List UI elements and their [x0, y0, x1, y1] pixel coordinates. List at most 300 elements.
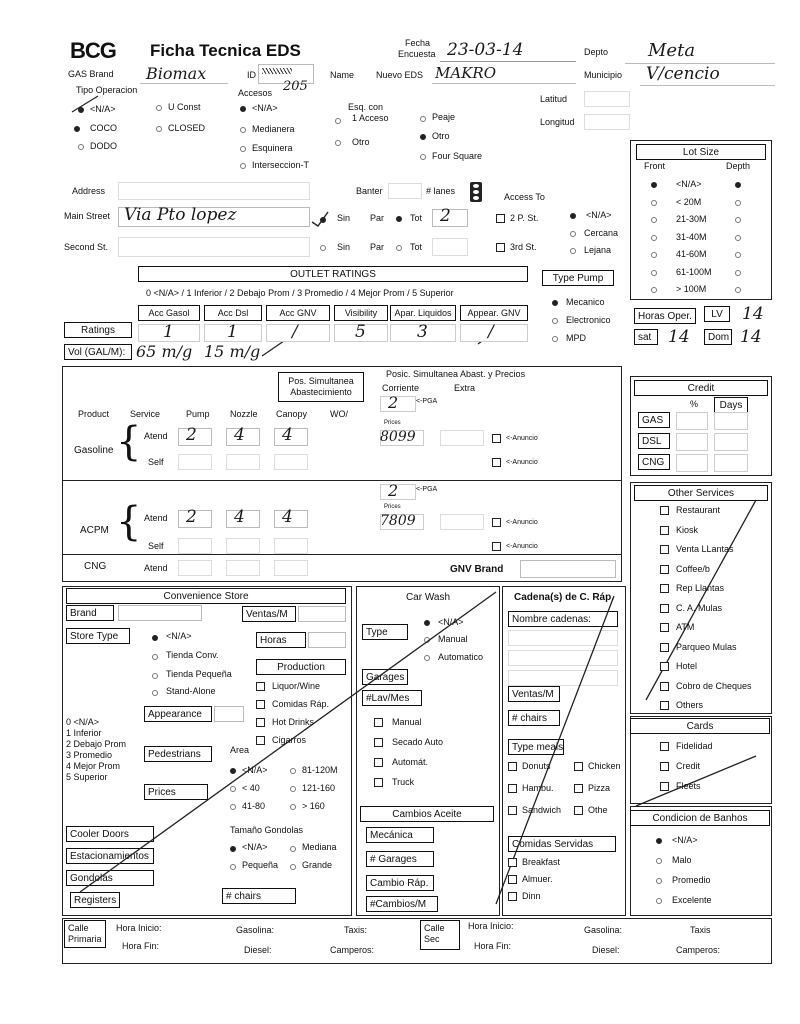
outlet-ratings-title: OUTLET RATINGS	[138, 266, 528, 282]
radio-pump-electronico[interactable]	[552, 318, 558, 324]
radio-esq-acceso[interactable]	[335, 118, 341, 124]
car-wash-type-label: Type	[362, 624, 408, 640]
radio-main-tot[interactable]	[396, 216, 402, 222]
radio-access-cercana[interactable]	[570, 231, 576, 237]
main-sin-label: Sin	[337, 213, 351, 223]
tamano-option-grande: Grande	[302, 860, 333, 870]
card-checkbox-1[interactable]	[660, 762, 669, 771]
acpm-self-field-2[interactable]	[274, 538, 308, 554]
wash-option-manual: Manual	[438, 634, 468, 644]
two-p-st-label: 2 P. St.	[510, 213, 539, 223]
lot-front-label: Front	[644, 161, 666, 171]
acpm-prices-label: Prices	[384, 504, 401, 510]
other-item-3: Coffee/b	[676, 563, 710, 574]
radio-banos-1[interactable]	[656, 858, 662, 864]
name-prefix: Nuevo EDS	[376, 70, 424, 80]
calle-sec-label	[420, 920, 460, 950]
other-checkbox-0[interactable]	[660, 506, 669, 515]
horas-field[interactable]	[308, 632, 346, 648]
rating-value-5: /	[488, 322, 494, 342]
meal-checkbox-4[interactable]	[508, 806, 517, 815]
banter-label: Banter	[356, 186, 383, 196]
radio-tamano-pequena[interactable]	[230, 864, 236, 870]
checkbox-2p-st[interactable]	[496, 214, 505, 223]
meal-checkbox-1[interactable]	[574, 762, 583, 771]
conv-scale-5: 5 Superior	[66, 772, 108, 782]
gas-prices-label: Prices	[384, 420, 401, 426]
radio-tipo-dodo[interactable]	[78, 144, 84, 150]
credit-days-field-1[interactable]	[714, 433, 748, 451]
radio-area-0[interactable]	[230, 768, 236, 774]
credit-pct-field-1[interactable]	[676, 433, 708, 451]
radio-store-pequena[interactable]	[152, 673, 158, 679]
accesos-option-esquinera: Esquinera	[252, 143, 293, 153]
store-option-pequena: Tienda Pequeña	[166, 669, 232, 679]
id-strikeout	[262, 68, 292, 74]
gasolina-label: Gasolina:	[236, 925, 275, 935]
logo: BCG	[70, 38, 116, 63]
type-meals-label: Type meals	[508, 739, 564, 755]
cng-atend-field-0[interactable]	[178, 560, 212, 576]
tipo-operacion-label: Tipo Operacion	[76, 85, 138, 95]
hora-inicio-label: Hora Inicio:	[116, 923, 162, 933]
rating-value-0: 1	[163, 322, 174, 342]
radio-accesos-esquinera[interactable]	[240, 146, 246, 152]
radio-lot-depth-3[interactable]	[735, 235, 741, 241]
radio-lot-front-6[interactable]	[651, 287, 657, 293]
area-option-0: <N/A>	[242, 765, 268, 775]
page-title: Ficha Tecnica EDS	[150, 41, 301, 60]
wash-checkbox-3[interactable]	[374, 778, 383, 787]
address-field[interactable]	[118, 182, 310, 200]
banter-field[interactable]	[388, 183, 422, 199]
name-value: MAKRO	[435, 64, 496, 82]
gas-self-field-1[interactable]	[226, 454, 260, 470]
radio-tipo-coco[interactable]	[74, 126, 80, 132]
accesos-option-medianera: Medianera	[252, 124, 295, 134]
rating-value-4: 3	[417, 322, 428, 342]
radio-store-na[interactable]	[152, 635, 158, 641]
rating-value-3: 5	[355, 322, 366, 342]
other-checkbox-8[interactable]	[660, 662, 669, 671]
credit-row-2: CNG	[638, 454, 670, 470]
mecanica-label: Mecánica	[366, 827, 434, 843]
meal-item-5: Othe	[588, 805, 608, 815]
acpm-self-field-0[interactable]	[178, 538, 212, 554]
wash-option-automatico: Automatico	[438, 652, 484, 662]
gondolas-label: Gondolas	[66, 870, 154, 886]
radio-lot-front-5[interactable]	[651, 270, 657, 276]
radio-second-sin[interactable]	[320, 245, 326, 251]
convenience-title: Convenience Store	[66, 588, 346, 604]
ventas-label: Ventas/M	[242, 606, 296, 622]
store-option-standalone: Stand-Alone	[166, 686, 216, 696]
address-label: Address	[72, 186, 106, 196]
gasolina-2-label: Gasolina:	[584, 925, 623, 935]
radio-lot-depth-2[interactable]	[735, 217, 741, 223]
appearance-field[interactable]	[214, 706, 244, 722]
radio-tamano-grande[interactable]	[290, 864, 296, 870]
cadenas-chairs-label: # chairs	[508, 710, 560, 726]
outlet-ratings-scale: 0 <N/A> / 1 Inferior / 2 Debajo Prom / 3 Promedio / 4 Mejor Prom / 5 Superior	[146, 288, 454, 298]
other-item-6: ATM	[676, 622, 695, 632]
radio-tamano-na[interactable]	[230, 846, 236, 852]
lot-depth-label: Depth	[726, 161, 751, 171]
radio-tipo-na[interactable]	[78, 107, 84, 113]
other-item-5: C. A. Mulas	[676, 602, 723, 613]
other-item-1: Kiosk	[676, 524, 699, 535]
area-option-2: 41-80	[242, 801, 266, 811]
appearance-label: Appearance	[144, 706, 212, 722]
lv-value: 14	[742, 304, 764, 324]
second-sin-label: Sin	[337, 242, 351, 252]
tipo-option-dodo: DODO	[90, 141, 117, 151]
cng-atend-field-1[interactable]	[226, 560, 260, 576]
latitud-field[interactable]	[584, 91, 630, 107]
tamano-option-pequena: Pequeña	[242, 860, 279, 870]
meal-checkbox-5[interactable]	[574, 806, 583, 815]
meal-item-2: Hambu.	[522, 783, 554, 793]
calle-primaria-line-2: Primaria	[68, 933, 102, 944]
cambios-aceite-title: Cambios Aceite	[360, 806, 494, 822]
pedestrians-label: Pedestrians	[144, 746, 212, 762]
cadenas-title: Cadena(s) de C. Ráp.	[506, 590, 622, 606]
type-pump-label: Type Pump	[542, 270, 614, 286]
esq-con-label: Esq. con	[348, 102, 384, 112]
radio-four-square[interactable]	[420, 154, 426, 160]
footer-panel	[62, 918, 772, 964]
card-checkbox-2[interactable]	[660, 782, 669, 791]
wash-checkbox-1[interactable]	[374, 738, 383, 747]
radio-lot-front-3[interactable]	[651, 235, 657, 241]
radio-access-lejana[interactable]	[570, 248, 576, 254]
radio-lot-front-2[interactable]	[651, 217, 657, 223]
radio-pump-mpd[interactable]	[552, 336, 558, 342]
credit-pct-field-2[interactable]	[676, 454, 708, 472]
other-checkbox-4[interactable]	[660, 584, 669, 593]
radio-wash-na[interactable]	[424, 620, 430, 626]
traffic-light-icon	[470, 182, 482, 202]
prod-checkbox-1[interactable]	[256, 700, 265, 709]
main-lanes-value: 2	[440, 206, 451, 226]
radio-area-2[interactable]	[230, 804, 236, 810]
radio-accesos-medianera[interactable]	[240, 127, 246, 133]
lot-option-6: > 100M	[676, 284, 707, 294]
meal-checkbox-0[interactable]	[508, 762, 517, 771]
posic-title: Posic. Simultanea Abast. y Precios	[386, 369, 526, 379]
pump-option-mpd: MPD	[566, 333, 586, 343]
radio-access-na[interactable]	[570, 213, 576, 219]
other-services-panel	[630, 482, 772, 714]
acpm-price-extra-field[interactable]	[440, 514, 484, 530]
cambios-m-label: #Cambios/M	[366, 896, 438, 912]
radio-esq-otro[interactable]	[335, 140, 341, 146]
prod-checkbox-3[interactable]	[256, 736, 265, 745]
chairs-label: # chairs	[222, 888, 296, 904]
main-par-label: Par	[370, 213, 385, 223]
gas-price-value: 8099	[380, 429, 416, 445]
radio-wash-automatico[interactable]	[424, 655, 430, 661]
radio-accesos-interseccion[interactable]	[240, 163, 246, 169]
radio-accesos-na[interactable]	[240, 106, 246, 112]
lv-label: LV	[704, 306, 730, 322]
wash-option-na: <N/A>	[438, 617, 464, 627]
cadenas-name-3[interactable]	[508, 670, 618, 686]
cadenas-name-2[interactable]	[508, 650, 618, 666]
rating-col-5: Appear. GNV	[460, 305, 528, 321]
rating-field-2[interactable]	[266, 324, 330, 342]
second-st-label: Second St.	[64, 242, 109, 252]
radio-banos-3[interactable]	[656, 898, 662, 904]
gas-pos-value: 2	[388, 393, 399, 412]
radio-lot-front-0[interactable]	[651, 182, 657, 188]
other-checkbox-6[interactable]	[660, 623, 669, 632]
cadenas-ventas-label: Ventas/M	[508, 686, 560, 702]
conv-scale-3: 3 Promedio	[66, 750, 113, 760]
lot-option-4: 41-60M	[676, 249, 707, 259]
disp-header-4: Canopy	[276, 409, 308, 419]
lot-option-1: < 20M	[676, 196, 702, 207]
other-checkbox-7[interactable]	[660, 643, 669, 652]
acpm-anuncio-label: <-Anuncio	[506, 519, 538, 526]
taxis-2-label: Taxis	[690, 925, 711, 935]
acpm-pos-value: 2	[388, 481, 399, 500]
calle-sec-line-2: Sec	[424, 933, 440, 944]
gas-anuncio-checkbox[interactable]	[492, 434, 501, 443]
acpm-self-anuncio-checkbox[interactable]	[492, 542, 501, 551]
store-option-conv: Tienda Conv.	[166, 650, 219, 660]
horas-label: Horas	[256, 632, 306, 648]
other-checkbox-3[interactable]	[660, 565, 669, 574]
other-item-0: Restaurant	[676, 505, 721, 515]
acpm-value-1: 4	[234, 507, 245, 527]
radio-lot-depth-5[interactable]	[735, 270, 741, 276]
radio-peaje[interactable]	[420, 116, 426, 122]
credit-days-field-2[interactable]	[714, 454, 748, 472]
gas-self-anuncio-checkbox[interactable]	[492, 458, 501, 467]
radio-lot-depth-4[interactable]	[735, 252, 741, 258]
fecha-value: 23-03-14	[447, 40, 524, 60]
latitud-label: Latitud	[540, 94, 568, 104]
other-checkbox-5[interactable]	[660, 604, 669, 613]
dispensers-divider	[62, 480, 622, 481]
accesos-option-na: <N/A>	[252, 103, 278, 113]
gnv-brand-field[interactable]	[520, 560, 616, 578]
banos-title: Condicion de Banhos	[630, 810, 770, 826]
wash-checkbox-2[interactable]	[374, 758, 383, 767]
lot-option-0: <N/A>	[676, 179, 702, 189]
radio-store-standalone[interactable]	[152, 690, 158, 696]
card-item-0: Fidelidad	[676, 741, 713, 751]
pos-simultanea-box	[278, 372, 364, 402]
area-option-1: < 40	[242, 783, 260, 793]
other-services-title: Other Services	[634, 485, 768, 501]
hora-fin-label: Hora Fin:	[122, 941, 160, 951]
conv-scale-2: 2 Debajo Prom	[66, 739, 127, 749]
hora-inicio-2-label: Hora Inicio:	[468, 921, 514, 931]
other-checkbox-1[interactable]	[660, 526, 669, 535]
lot-option-2: 21-30M	[676, 214, 707, 224]
radio-tipo-uconst[interactable]	[156, 105, 162, 111]
wash-item-0: Manual	[392, 717, 422, 727]
second-tot-label: Tot	[410, 242, 423, 252]
comida-checkbox-1[interactable]	[508, 875, 517, 884]
wash-checkbox-0[interactable]	[374, 718, 383, 727]
acpm-self-anuncio-label: <-Anuncio	[506, 543, 538, 550]
radio-lot-front-4[interactable]	[651, 252, 657, 258]
credit-row-1: DSL	[638, 433, 670, 449]
lot-option-3: 31-40M	[676, 231, 707, 242]
taxis-label: Taxis:	[344, 925, 368, 935]
prod-checkbox-2[interactable]	[256, 718, 265, 727]
comida-checkbox-2[interactable]	[508, 892, 517, 901]
calle-primaria-label	[64, 920, 106, 948]
radio-lot-front-1[interactable]	[651, 200, 657, 206]
banos-option-1: Malo	[672, 855, 692, 865]
area-label: Area	[230, 745, 250, 755]
meal-item-1: Chicken	[588, 761, 621, 771]
radio-lot-depth-6[interactable]	[735, 287, 741, 293]
cadenas-name-1[interactable]	[508, 630, 618, 646]
radio-area-4[interactable]	[290, 786, 296, 792]
other-checkbox-2[interactable]	[660, 545, 669, 554]
other-checkbox-10[interactable]	[660, 701, 669, 710]
gas-self-field-0[interactable]	[178, 454, 212, 470]
estacionamientos-label: Estacionamientos	[66, 848, 154, 864]
brand-field[interactable]	[118, 605, 202, 621]
esq-con-acceso-label: 1 Acceso	[352, 113, 389, 123]
area-option-4: 121-160	[302, 783, 336, 793]
longitud-field[interactable]	[584, 114, 630, 130]
conv-scale-1: 1 Inferior	[66, 728, 102, 738]
gas-value-0: 2	[186, 425, 197, 445]
radio-second-tot[interactable]	[396, 245, 402, 251]
prod-checkbox-0[interactable]	[256, 682, 265, 691]
acpm-value-2: 4	[282, 507, 293, 527]
longitud-label: Longitud	[540, 117, 575, 127]
other-checkbox-9[interactable]	[660, 682, 669, 691]
peaje-label: Peaje	[432, 112, 456, 122]
fecha-label: Fecha	[405, 38, 431, 48]
radio-lot-depth-1[interactable]	[735, 200, 741, 206]
rating-col-2: Acc GNV	[266, 305, 330, 321]
banos-option-0: <N/A>	[672, 835, 698, 845]
accesos-option-interseccion: Interseccion-T	[252, 160, 310, 170]
comida-item-1: Almuer.	[522, 874, 553, 884]
radio-pump-mecanico[interactable]	[552, 300, 558, 306]
radio-area-5[interactable]	[290, 804, 296, 810]
rating-value-2: /	[292, 322, 298, 342]
card-checkbox-0[interactable]	[660, 742, 669, 751]
second-lanes-field[interactable]	[432, 238, 468, 256]
cng-atend-field-2[interactable]	[274, 560, 308, 576]
disp-header-3: Nozzle	[230, 409, 258, 419]
main-street-label: Main Street	[64, 211, 111, 221]
pos-sim-line-2: Abastecimiento	[290, 386, 352, 397]
rating-field-5[interactable]	[460, 324, 528, 342]
ratings-label: Ratings	[64, 322, 132, 338]
gas-self-field-2[interactable]	[274, 454, 308, 470]
horas-oper-label: Horas Oper.	[634, 308, 696, 324]
credit-row-0: GAS	[638, 412, 670, 428]
diesel-2-label: Diesel:	[592, 945, 620, 955]
gnv-brand-label: GNV Brand	[450, 564, 504, 575]
rating-value-1: 1	[227, 322, 238, 342]
radio-main-sin[interactable]	[320, 217, 326, 223]
other-item-2: Venta LLantas	[676, 544, 734, 554]
rating-col-3: Visibility	[334, 305, 388, 321]
dom-value: 14	[740, 327, 762, 347]
comida-item-2: Dinn	[522, 891, 541, 901]
radio-wash-manual[interactable]	[424, 637, 430, 643]
credit-pct-field-0[interactable]	[676, 412, 708, 430]
radio-lot-depth-0[interactable]	[735, 182, 741, 188]
tamano-label: Tamaño Gondolas	[230, 825, 304, 835]
hora-fin-2-label: Hora Fin:	[474, 941, 512, 951]
radio-banos-2[interactable]	[656, 878, 662, 884]
comida-checkbox-0[interactable]	[508, 858, 517, 867]
comida-item-0: Breakfast	[522, 857, 561, 867]
credit-days-label: Days	[714, 397, 748, 413]
municipio-label: Municipio	[584, 70, 623, 80]
pos-sim-line-1: Pos. Simultanea	[288, 376, 354, 386]
radio-tipo-closed[interactable]	[156, 126, 162, 132]
peaje-otro-label: Otro	[432, 131, 450, 141]
prod-item-1: Comidas Ráp.	[272, 699, 330, 709]
meal-item-3: Pizza	[588, 783, 611, 793]
prod-item-2: Hot Drinks	[272, 717, 315, 727]
cooler-doors-label: Cooler Doors	[66, 826, 154, 842]
vol-value-0: 65 m/g	[136, 342, 193, 361]
rating-col-1: Acc Dsl	[204, 305, 262, 321]
credit-pct-label: %	[690, 399, 699, 409]
wash-item-1: Secado Auto	[392, 737, 444, 747]
meal-checkbox-3[interactable]	[574, 784, 583, 793]
lot-size-title: Lot Size	[636, 144, 766, 160]
ventas-field[interactable]	[298, 606, 346, 622]
gas-self-label: Self	[148, 457, 164, 467]
radio-tamano-mediana[interactable]	[290, 846, 296, 852]
second-par-label: Par	[370, 242, 385, 252]
gas-brand-value: Biomax	[146, 64, 207, 83]
rating-col-4: Apar. Liquidos	[390, 305, 456, 321]
radio-banos-0[interactable]	[656, 838, 662, 844]
meal-checkbox-2[interactable]	[508, 784, 517, 793]
card-item-1: Credit	[676, 761, 701, 771]
gas-price-extra-field[interactable]	[440, 430, 484, 446]
area-option-5: > 160	[302, 801, 325, 811]
gas-atend-label: Atend	[144, 431, 168, 441]
radio-area-3[interactable]	[290, 768, 296, 774]
acpm-brace: {	[116, 499, 142, 545]
gas-value-1: 4	[234, 425, 245, 445]
prod-item-3: Cigarros	[272, 735, 307, 745]
radio-peaje-otro[interactable]	[420, 134, 426, 140]
meal-item-4: Sandwich	[522, 805, 562, 815]
banos-option-3: Excelente	[672, 895, 712, 905]
checkbox-3rd-st[interactable]	[496, 243, 505, 252]
acpm-value-0: 2	[186, 507, 197, 527]
store-option-na: <N/A>	[166, 631, 192, 641]
acpm-self-field-1[interactable]	[226, 538, 260, 554]
gas-anuncio-label: <-Anuncio	[506, 435, 538, 442]
radio-area-1[interactable]	[230, 786, 236, 792]
acpm-anuncio-checkbox[interactable]	[492, 518, 501, 527]
radio-store-conv[interactable]	[152, 654, 158, 660]
credit-days-field-0[interactable]	[714, 412, 748, 430]
second-st-field[interactable]	[118, 237, 310, 257]
prices-label: Prices	[144, 784, 208, 800]
